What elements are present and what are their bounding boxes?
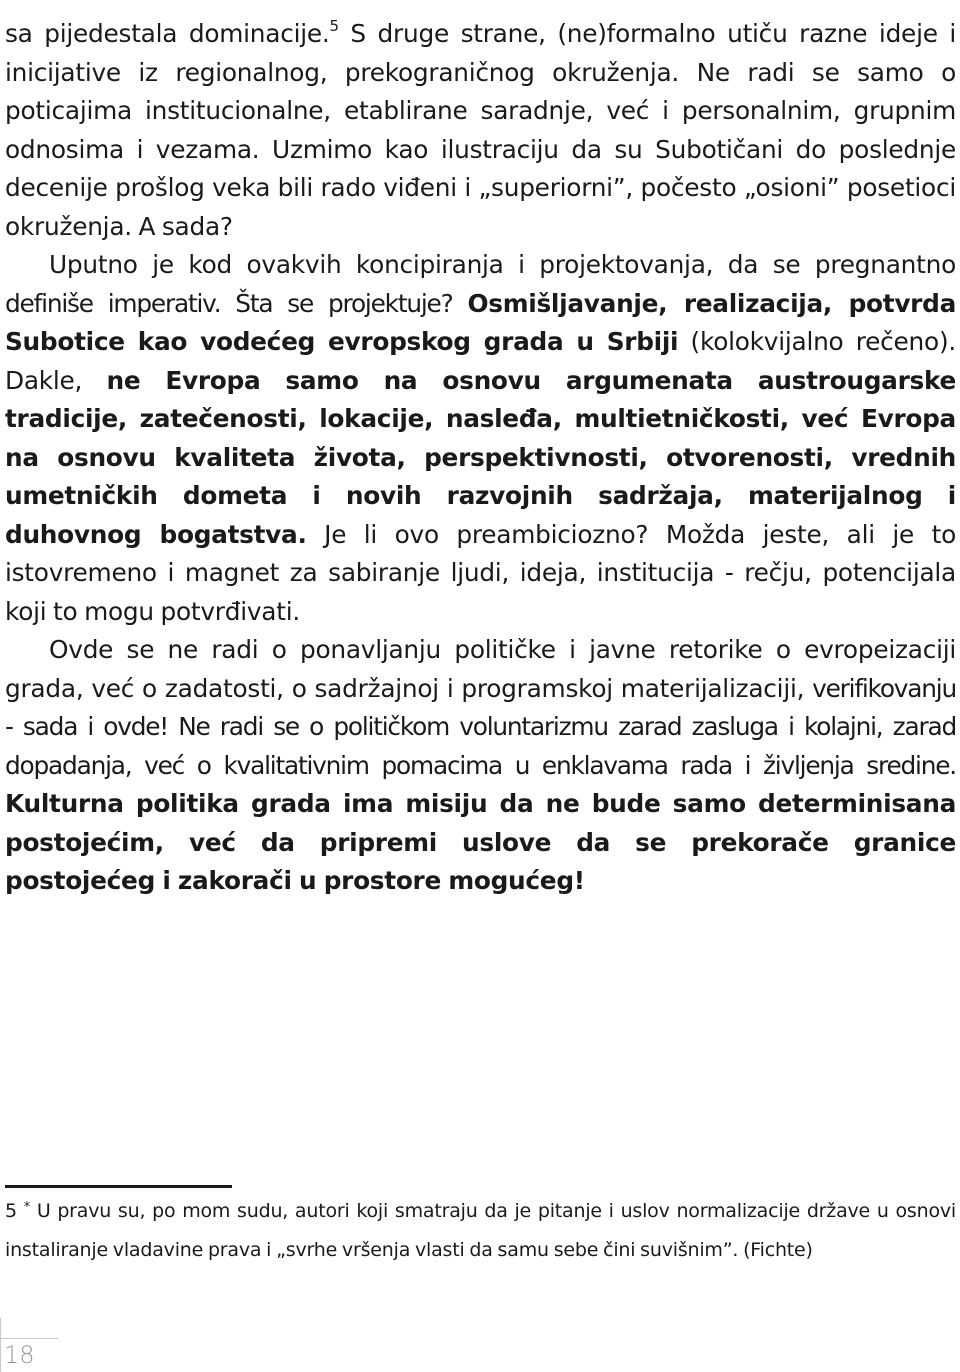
paragraph-2-text-a: Uputno je kod ovakvih koncipiranja i projektovanja, da se pregnantno [49, 250, 956, 279]
paragraph-1-text-b: S druge strane, (ne)formalno utiču razne ideje i inicijative iz regionalnog, prekograničnog okruženja. Ne radi se samo o poticajima institucionalne, etablirane saradnje, već i personalnim, grupnim odnosima i vezama. Uzmimo kao ilustraciju da su Subotičani do poslednje decenije prošlog veka bili rado viđeni i „superiorni”, počesto „osioni” posetioci okruženja. A sada? [5, 19, 956, 241]
footnote-asterisk: * [23, 1200, 31, 1215]
paragraph-3-text-a: Ovde se ne radi o ponavljanju političke i javne retorike o evropeizaciji grada, već o zadatosti, o sadržajnoj i programskoj materijalizaciji, [5, 635, 956, 703]
page-body [5, 0, 956, 901]
footnote [5, 1192, 956, 1270]
paragraph-2-bold-b: ne Evropa samo na osnovu argumenata austrougarske tradicije, zatečenosti, lokacije, nasleđa, multietničkosti, već Evropa na osnovu kvaliteta života, perspektivnosti, otvorenosti, vrednih umetničkih dometa i novih razvojnih sadržaja, materijalnog i duhovnog bogatstva. [5, 365, 957, 549]
paragraph-2-text-b: definiše imperativ. Šta se projektuje? [5, 288, 468, 318]
paragraph-1-text-a: sa pijedestala dominacije. [5, 19, 330, 48]
footnote-separator [5, 1185, 232, 1188]
footnote-text: U pravu su, po mom sudu, autori koji smatraju da je pitanje i uslov normalizacije države u osnovi instaliranje vladavine prava i „svrhe vršenja vlasti da samu sebe čini suvišnim”. (Fichte) [5, 1200, 956, 1261]
footnote-reference-5: 5 [329, 17, 339, 35]
page-number: 18 [4, 1341, 35, 1369]
paragraph-3-bold-a: Kulturna politika grada ima misiju da ne bude samo determinisana postojećim, već da pripremi uslove da se prekorače granice postojećeg i zakorači u prostore mogućeg! [5, 789, 956, 895]
footnote-number: 5 [5, 1200, 17, 1222]
paragraph-1 [5, 0, 956, 246]
paragraph-2-bold-a: Osmišljavanje, realizacija, potvrda Subotice kao vodećeg evropskog grada u Srbiji [5, 288, 956, 356]
paragraph-2-text-d: Je li ovo preambiciozno? Možda jeste, ali je to istovremeno i magnet za sabiranje ljudi, ideja, institucija - rečju, potencijala koji to mogu potvrđivati. [5, 519, 956, 626]
paragraph-3 [5, 631, 956, 901]
paragraph-2-text-c: (kolokvijalno rečeno). Dakle, [5, 327, 956, 395]
corner-mark-horizontal [0, 1338, 58, 1339]
paragraph-2 [5, 246, 956, 631]
paragraph-3-text-b: verifikovanju - sada i ovde! Ne radi se o političkom voluntarizmu zarad zasluga i kolajni, zarad dopadanja, već o kvalitativnim pomacima u enklavama rada i življenja sredine. [5, 673, 956, 780]
corner-mark-vertical [0, 1318, 1, 1372]
